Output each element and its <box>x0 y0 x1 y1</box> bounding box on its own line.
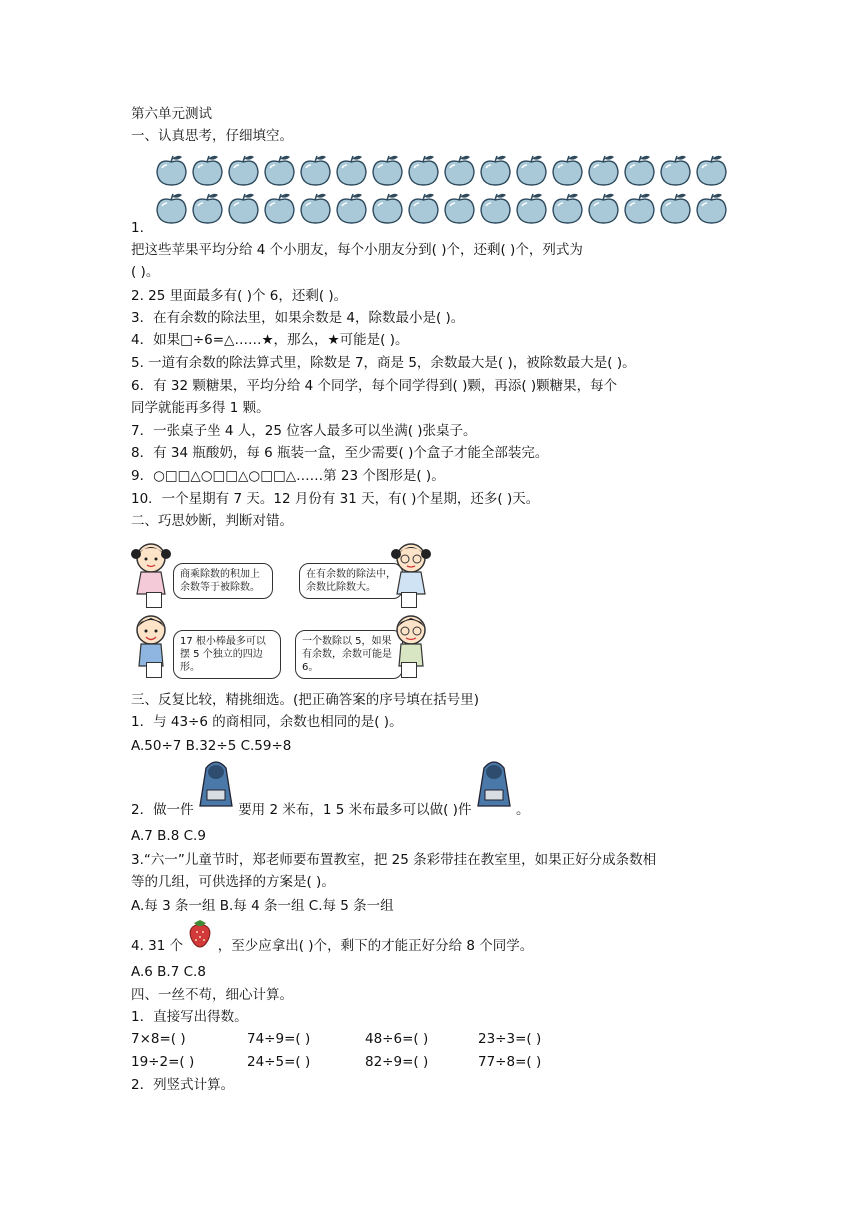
s3-q4-part-a: 4. 31 个 <box>131 938 184 954</box>
apple-icon <box>299 154 332 187</box>
answer-box-3[interactable] <box>146 662 162 678</box>
apple-icon <box>443 154 476 187</box>
statement-bubble-3: 17 根小棒最多可以摆 5 个独立的四边形。 <box>173 630 281 679</box>
s3-q2-options: A.7 B.8 C.9 <box>131 828 206 844</box>
apple-icon <box>263 154 296 187</box>
q1-text-line1: 把这些苹果平均分给 4 个小朋友，每个小朋友分到( )个，还剩( )个，列式为 <box>131 242 583 258</box>
apple-icon <box>335 192 368 225</box>
section1-heading: 一、认真思考，仔细填空。 <box>131 128 293 144</box>
section4-heading: 四、一丝不苟，细心计算。 <box>131 987 293 1003</box>
strawberry-icon <box>187 918 213 954</box>
apple-icon <box>371 192 404 225</box>
q10-text: 10．一个星期有 7 天。12 月份有 31 天，有( )个星期，还多( )天。 <box>131 491 540 507</box>
answer-box-4[interactable] <box>401 662 417 678</box>
s3-q4-options: A.6 B.7 C.8 <box>131 964 206 980</box>
calc-row-2 <box>131 1052 598 1072</box>
girl-glasses-icon <box>391 540 431 596</box>
q2-text: 2. 25 里面最多有( )个 6，还剩( )。 <box>131 288 348 304</box>
apple-icon <box>551 154 584 187</box>
q7-text: 7．一张桌子坐 4 人，25 位客人最多可以坐满( )张桌子。 <box>131 423 477 439</box>
q3-text: 3．在有余数的除法里，如果余数是 4，除数最小是( )。 <box>131 310 465 326</box>
apple-icon <box>191 154 224 187</box>
calc-cell: 77÷8=( ) <box>478 1054 542 1070</box>
s3-q2-part-b: 要用 2 米布，1 5 米布最多可以做( )件 <box>238 802 472 818</box>
apple-icon <box>155 192 188 225</box>
statement-bubble-2: 在有余数的除法中，余数比除数大。 <box>299 563 403 599</box>
section3-heading: 三、反复比较，精挑细选。(把正确答案的序号填在括号里) <box>131 692 480 708</box>
s3-q3-text-line1: 3.“六一”儿童节时，郑老师要布置教室，把 25 条彩带挂在教室里，如果正好分成条数相 <box>131 852 657 868</box>
apple-icon <box>155 154 188 187</box>
calc-cell: 82÷9=( ) <box>365 1054 429 1070</box>
q4-text: 4．如果□÷6=△……★，那么，★可能是( )。 <box>131 332 409 348</box>
q1-text-line2: ( )。 <box>131 264 160 280</box>
apple-icon <box>227 192 260 225</box>
girl-icon <box>131 540 171 596</box>
apple-icon <box>659 192 692 225</box>
apple-icon <box>695 192 728 225</box>
apple-row-1 <box>155 154 725 187</box>
s3-q2-part-c: 。 <box>516 802 530 818</box>
apple-icon <box>695 154 728 187</box>
section2-heading: 二、巧思妙断，判断对错。 <box>131 513 293 529</box>
q5-text: 5. 一道有余数的除法算式里，除数是 7，商是 5，余数最大是( )，被除数最大是( )。 <box>131 355 636 371</box>
jacket-icon-2 <box>476 758 512 816</box>
calc-row-1 <box>131 1029 598 1049</box>
apple-icon <box>623 192 656 225</box>
s3-q2-text <box>131 798 530 822</box>
apple-icon <box>659 154 692 187</box>
boy-glasses-icon <box>391 612 431 668</box>
apple-icon <box>407 192 440 225</box>
s3-q3-text-line2: 等的几组，可供选择的方案是( )。 <box>131 874 335 890</box>
apple-icon <box>227 154 260 187</box>
apple-row-2 <box>155 192 725 225</box>
apple-icon <box>515 192 548 225</box>
s3-q1-text: 1．与 43÷6 的商相同，余数也相同的是( )。 <box>131 714 403 730</box>
answer-box-1[interactable] <box>146 592 162 608</box>
apple-icon <box>371 154 404 187</box>
apple-icon <box>479 154 512 187</box>
apple-icon <box>443 192 476 225</box>
apple-icon <box>587 192 620 225</box>
calc-cell: 48÷6=( ) <box>365 1031 429 1047</box>
apple-icon <box>623 154 656 187</box>
q1-number: 1. <box>131 220 144 236</box>
answer-box-2[interactable] <box>401 592 417 608</box>
s4-sub2: 2．列竖式计算。 <box>131 1077 235 1093</box>
apple-icon <box>479 192 512 225</box>
calc-cell: 74÷9=( ) <box>247 1031 311 1047</box>
q6-text-line1: 6．有 32 颗糖果，平均分给 4 个同学，每个同学得到( )颗，再添( )颗糖果，每个 <box>131 378 618 394</box>
statement-bubble-1: 商乘除数的积加上余数等于被除数。 <box>173 563 273 599</box>
q6-text-line2: 同学就能再多得 1 颗。 <box>131 400 270 416</box>
apple-icon <box>407 154 440 187</box>
page-title: 第六单元测试 <box>131 106 212 122</box>
calc-cell: 23÷3=( ) <box>478 1031 542 1047</box>
apple-icon <box>263 192 296 225</box>
apple-icon <box>587 154 620 187</box>
jacket-icon <box>198 758 234 816</box>
s3-q4-text <box>131 936 533 956</box>
apple-icon <box>515 154 548 187</box>
apple-icon <box>299 192 332 225</box>
calc-cell: 7×8=( ) <box>131 1031 186 1047</box>
calc-cell: 19÷2=( ) <box>131 1054 195 1070</box>
calc-cell: 24÷5=( ) <box>247 1054 311 1070</box>
s3-q1-options: A.50÷7 B.32÷5 C.59÷8 <box>131 738 292 754</box>
girl-figure-2 <box>391 540 431 600</box>
statement-bubble-4: 一个数除以 5，如果有余数，余数可能是 6。 <box>295 630 403 679</box>
s4-sub1: 1．直接写出得数。 <box>131 1009 248 1025</box>
apple-icon <box>191 192 224 225</box>
q9-text: 9．○□□△○□□△○□□△……第 23 个图形是( )。 <box>131 468 445 484</box>
q8-text: 8．有 34 瓶酸奶，每 6 瓶装一盒，至少需要( )个盒子才能全部装完。 <box>131 445 549 461</box>
s3-q4-part-b: ，至少应拿出( )个，剩下的才能正好分给 8 个同学。 <box>217 938 534 954</box>
apple-icon <box>551 192 584 225</box>
boy-icon <box>131 612 171 668</box>
s3-q2-part-a: 2．做一件 <box>131 802 194 818</box>
s3-q3-options: A.每 3 条一组 B.每 4 条一组 C.每 5 条一组 <box>131 898 394 914</box>
apple-icon <box>335 154 368 187</box>
